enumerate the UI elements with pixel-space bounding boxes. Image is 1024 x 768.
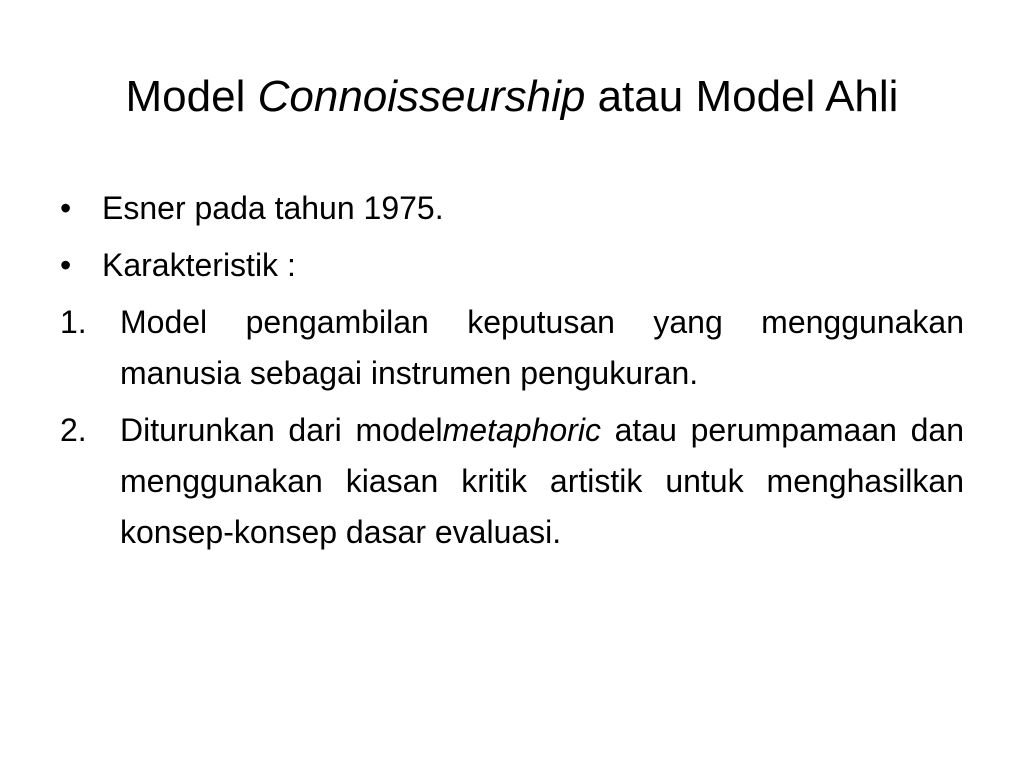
slide-title-part-1: Model xyxy=(125,72,258,121)
numbered-text-italic: metaphoric xyxy=(442,412,601,448)
bullet-text: Karakteristik : xyxy=(102,247,296,283)
numbered-marker: 2. xyxy=(60,412,87,448)
numbered-marker: 1. xyxy=(60,304,87,340)
slide-title xyxy=(40,62,984,132)
bullet-item xyxy=(60,240,964,291)
numbered-text-part-1: Diturunkan dari model xyxy=(120,412,443,448)
slide-title-italic: Connoisseurship xyxy=(257,72,586,121)
slide-body xyxy=(60,183,964,564)
bullet-item xyxy=(60,183,964,234)
bullet-marker: • xyxy=(60,190,72,226)
bullet-marker: • xyxy=(60,247,72,283)
bullet-text: Esner pada tahun 1975. xyxy=(102,190,444,226)
numbered-item-2 xyxy=(60,405,964,558)
numbered-text: Model pengambilan keputusan yang menggunakan manusia sebagai instrumen pengukuran. xyxy=(120,304,964,391)
slide-title-part-2: atau Model Ahli xyxy=(585,72,899,121)
numbered-text-part-2: atau perumpamaan dan menggunakan kiasan kritik artistik untuk menghasilkan konsep-konsep dasar evaluasi. xyxy=(120,412,965,550)
numbered-item-1 xyxy=(60,297,964,399)
